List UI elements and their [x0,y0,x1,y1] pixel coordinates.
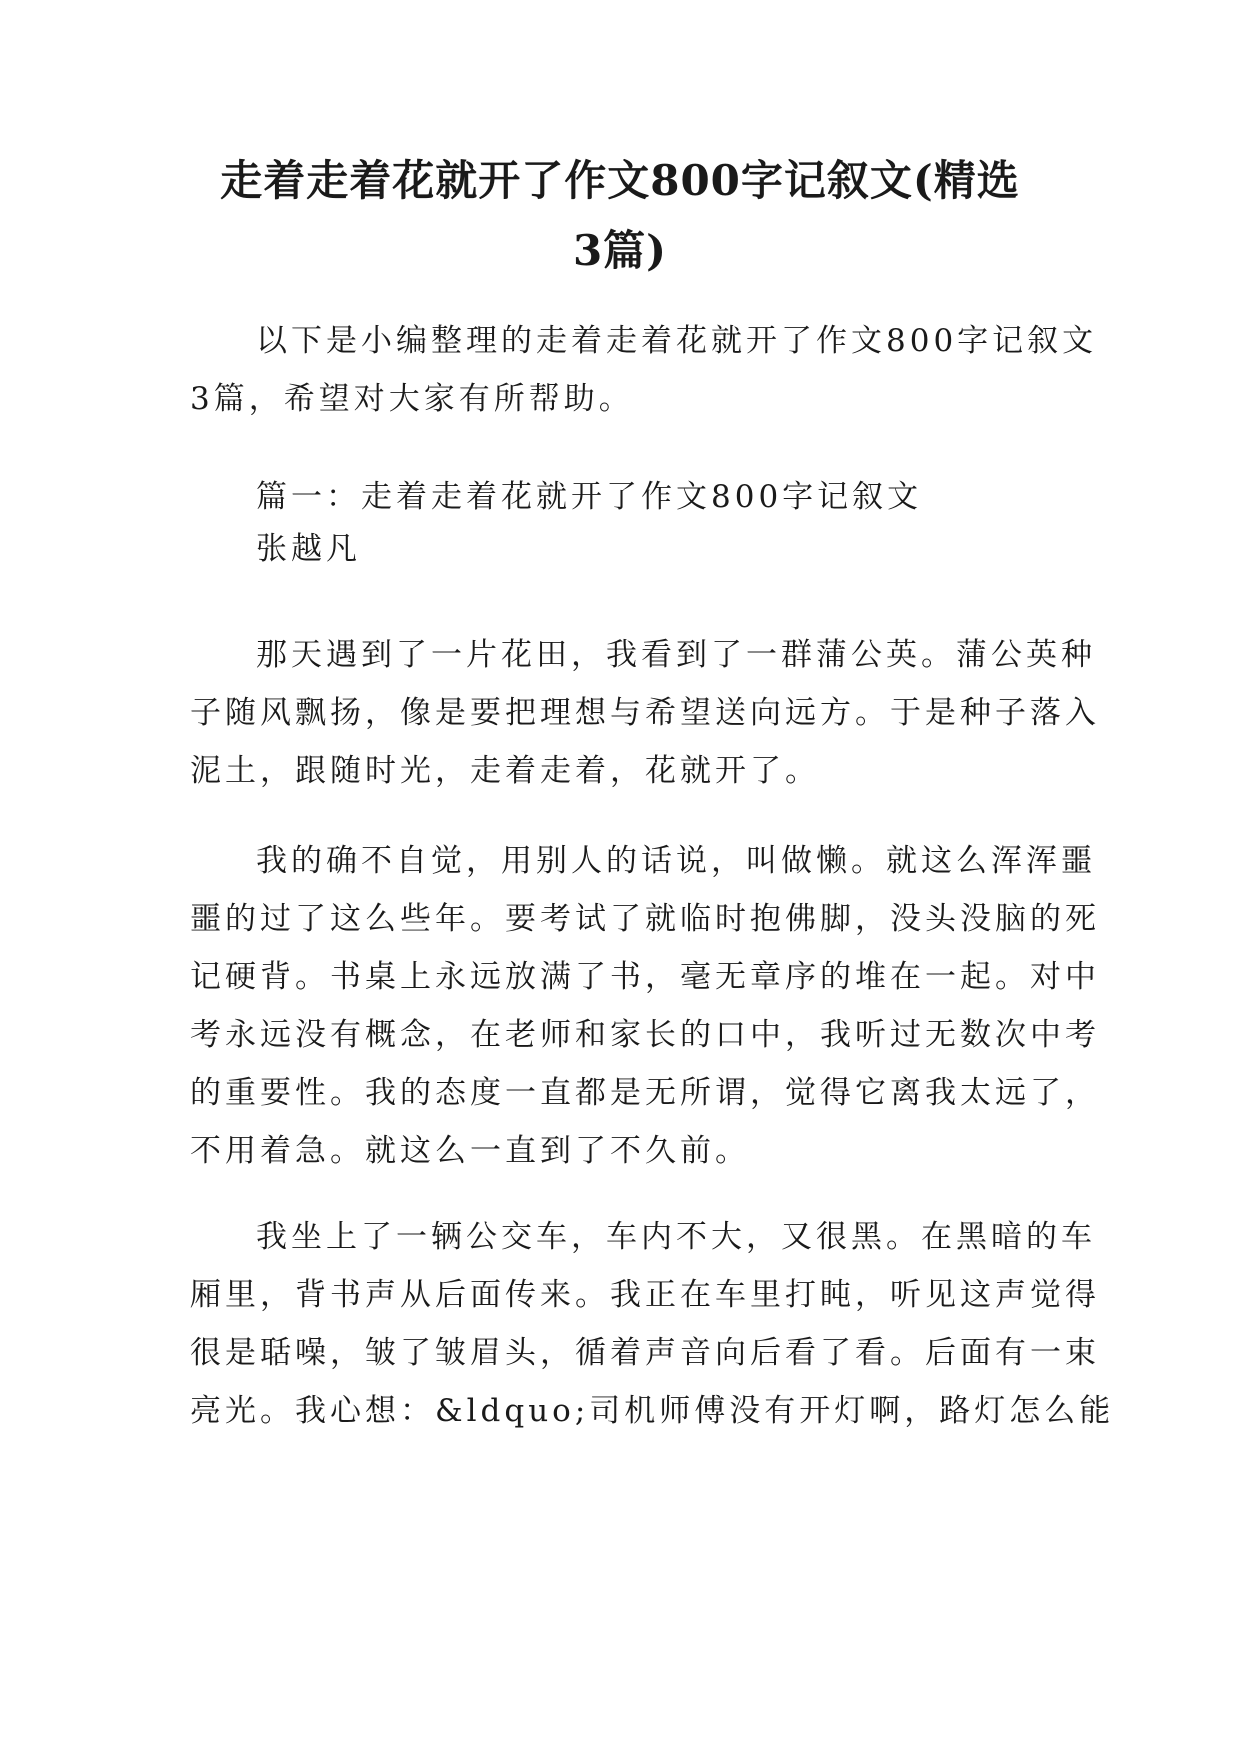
paragraph-2-line-6: 不用着急。就这么一直到了不久前。 [190,1133,750,1169]
paragraph-3-line-3: 很是聒噪，皱了皱眉头，循着声音向后看了看。后面有一束 [190,1335,1100,1371]
paragraph-1 [190,626,1100,800]
paragraph-3-line-1: 我坐上了一辆公交车，车内不大，又很黑。在黑暗的车 [256,1219,1096,1255]
paragraph-2-line-4: 考永远没有概念，在老师和家长的口中，我听过无数次中考 [190,1017,1100,1053]
paragraph-2-line-1: 我的确不自觉，用别人的话说，叫做懒。就这么浑浑噩 [256,843,1096,879]
paragraph-1-line-1: 那天遇到了一片花田，我看到了一群蒲公英。蒲公英种 [256,637,1096,673]
title-line-1: 走着走着花就开了作文800字记叙文(精选 [220,156,1020,205]
section-heading: 篇一：走着走着花就开了作文800字记叙文 [256,479,923,515]
paragraph-3 [190,1208,1115,1440]
title-line-2: 3篇) [572,226,668,275]
paragraph-1-line-2: 子随风飘扬，像是要把理想与希望送向远方。于是种子落入 [190,695,1100,731]
paragraph-3-line-4: 亮光。我心想：&ldquo;司机师傅没有开灯啊，路灯怎么能 [190,1393,1115,1429]
paragraph-3-line-2: 厢里，背书声从后面传来。我正在车里打盹，听见这声觉得 [190,1277,1100,1313]
paragraph-2-line-3: 记硬背。书桌上永远放满了书，毫无章序的堆在一起。对中 [190,959,1100,995]
paragraph-1-line-3: 泥土，跟随时光，走着走着，花就开了。 [190,753,820,789]
intro-line-2: 3篇，希望对大家有所帮助。 [190,381,634,417]
paragraph-2 [190,832,1100,1180]
intro-line-1: 以下是小编整理的走着走着花就开了作文800字记叙文 [256,323,1098,359]
paragraph-2-line-5: 的重要性。我的态度一直都是无所谓，觉得它离我太远了， [190,1075,1100,1111]
document-title [150,146,1090,286]
author-name: 张越凡 [256,531,361,567]
intro-paragraph [190,312,1098,428]
paragraph-2-line-2: 噩的过了这么些年。要考试了就临时抱佛脚，没头没脑的死 [190,901,1100,937]
